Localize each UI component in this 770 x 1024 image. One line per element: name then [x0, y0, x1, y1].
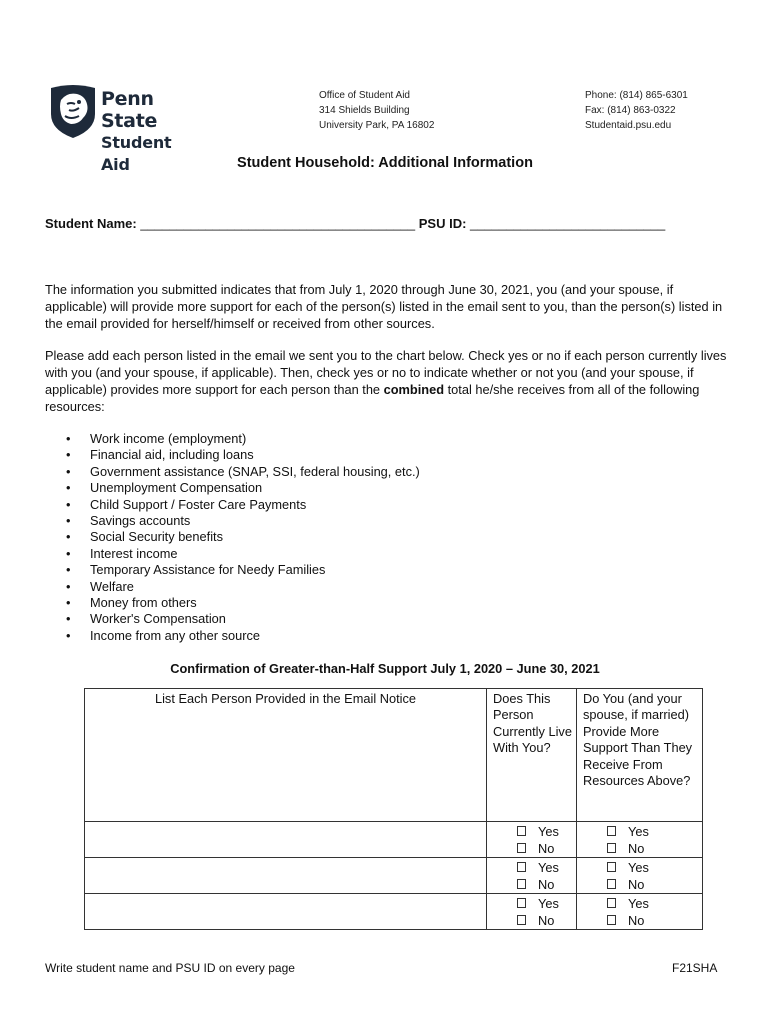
support-cell	[577, 858, 703, 894]
yes-option[interactable]	[607, 895, 702, 912]
logo-line-2: Student Aid	[101, 133, 172, 174]
psu-id-label: PSU ID	[418, 216, 463, 231]
checkbox-icon[interactable]	[607, 898, 616, 908]
checkbox-icon[interactable]	[517, 862, 526, 872]
table-header-row	[85, 689, 703, 822]
contact-info	[585, 88, 688, 133]
list-item: • Interest income	[45, 546, 420, 562]
student-info-row: Student Name: ______________________________________ PSU ID: ___________________________	[45, 216, 666, 231]
no-option[interactable]	[607, 912, 702, 929]
person-name-cell[interactable]	[85, 822, 487, 858]
lives-with-cell	[487, 822, 577, 858]
form-code: F21SHA	[672, 961, 718, 975]
list-item: • Savings accounts	[45, 513, 420, 529]
office-address	[319, 88, 434, 133]
person-name-cell[interactable]	[85, 894, 487, 930]
no-label: No	[628, 877, 645, 892]
table-row	[85, 858, 703, 894]
yes-label: Yes	[538, 860, 559, 875]
checkbox-icon[interactable]	[517, 898, 526, 908]
logo-line-1: Penn State	[101, 88, 158, 132]
instructions-bold: combined	[383, 382, 445, 397]
col-header-provide-support: Do You (and your spouse, if married) Provide More Support Than They Receive From Resources Above?	[577, 689, 703, 822]
lives-with-cell	[487, 858, 577, 894]
support-cell	[577, 822, 703, 858]
list-item: • Work income (employment)	[45, 431, 420, 447]
office-name: Office of Student Aid	[319, 90, 410, 101]
table-row	[85, 894, 703, 930]
list-item: • Social Security benefits	[45, 529, 420, 545]
support-table	[84, 688, 703, 930]
checkbox-icon[interactable]	[607, 826, 616, 836]
no-label: No	[628, 841, 645, 856]
no-label: No	[538, 841, 555, 856]
instructions-paragraph	[45, 347, 735, 415]
instructions-text-2: total he/she receives from all of the following resources:	[45, 382, 700, 414]
page-title: Student Household: Additional Information	[237, 155, 533, 171]
list-item: • Government assistance (SNAP, SSI, federal housing, etc.)	[45, 464, 420, 480]
checkbox-icon[interactable]	[607, 862, 616, 872]
yes-option[interactable]	[607, 823, 702, 840]
list-item: • Financial aid, including loans	[45, 447, 420, 463]
support-cell	[577, 894, 703, 930]
penn-state-logo	[49, 84, 189, 174]
col-header-lives-with: Does This Person Currently Live With You?	[487, 689, 577, 822]
list-item: • Child Support / Foster Care Payments	[45, 497, 420, 513]
confirmation-title: Confirmation of Greater-than-Half Support July 1, 2020 – June 30, 2021	[170, 661, 600, 676]
yes-option[interactable]	[607, 859, 702, 876]
checkbox-icon[interactable]	[517, 879, 526, 889]
contact-fax: Fax: (814) 863-0322	[585, 105, 676, 116]
no-option[interactable]	[517, 876, 576, 893]
yes-label: Yes	[538, 896, 559, 911]
yes-label: Yes	[538, 824, 559, 839]
intro-paragraph: The information you submitted indicates that from July 1, 2020 through June 30, 2021, you (and your spouse, if applicable) will provide more support for each of the person(s) listed in the email sent to you, than the person(s) listed in the email provided for herself/himself or received from other sources.	[45, 282, 723, 331]
checkbox-icon[interactable]	[517, 915, 526, 925]
resources-list	[45, 431, 420, 644]
no-option[interactable]	[607, 840, 702, 857]
yes-option[interactable]	[517, 823, 576, 840]
no-label: No	[628, 913, 645, 928]
yes-label: Yes	[628, 824, 649, 839]
nittany-lion-shield-icon	[49, 84, 97, 140]
instructions-text-1: Please add each person listed in the email we sent you to the chart below. Check yes or no if each person currently lives with you (and your spouse, if applicable). Then, check yes or no to indicate whether or not you (and your spouse, if applicable) provides more support for each person than the	[45, 348, 727, 397]
no-option[interactable]	[517, 840, 576, 857]
no-option[interactable]	[517, 912, 576, 929]
no-option[interactable]	[607, 876, 702, 893]
list-item: • Temporary Assistance for Needy Families	[45, 562, 420, 578]
list-item: • Welfare	[45, 579, 420, 595]
yes-option[interactable]	[517, 859, 576, 876]
yes-label: Yes	[628, 860, 649, 875]
yes-label: Yes	[628, 896, 649, 911]
list-item: • Income from any other source	[45, 628, 420, 644]
table-row	[85, 822, 703, 858]
contact-phone: Phone: (814) 865-6301	[585, 90, 688, 101]
checkbox-icon[interactable]	[517, 826, 526, 836]
footer-note: Write student name and PSU ID on every page	[45, 961, 295, 975]
list-item: • Unemployment Compensation	[45, 480, 420, 496]
person-name-cell[interactable]	[85, 858, 487, 894]
lives-with-cell	[487, 894, 577, 930]
no-label: No	[538, 877, 555, 892]
psu-id-field[interactable]: ___________________________	[470, 216, 666, 231]
student-name-label: Student Name	[45, 216, 133, 231]
office-building: 314 Shields Building	[319, 105, 410, 116]
checkbox-icon[interactable]	[607, 915, 616, 925]
list-item: • Worker's Compensation	[45, 611, 420, 627]
list-item: • Money from others	[45, 595, 420, 611]
contact-website: Studentaid.psu.edu	[585, 120, 672, 131]
checkbox-icon[interactable]	[607, 879, 616, 889]
no-label: No	[538, 913, 555, 928]
checkbox-icon[interactable]	[517, 843, 526, 853]
office-city: University Park, PA 16802	[319, 120, 435, 131]
col-header-person: List Each Person Provided in the Email Notice	[85, 689, 487, 822]
yes-option[interactable]	[517, 895, 576, 912]
student-name-field[interactable]: ______________________________________	[140, 216, 416, 231]
checkbox-icon[interactable]	[607, 843, 616, 853]
